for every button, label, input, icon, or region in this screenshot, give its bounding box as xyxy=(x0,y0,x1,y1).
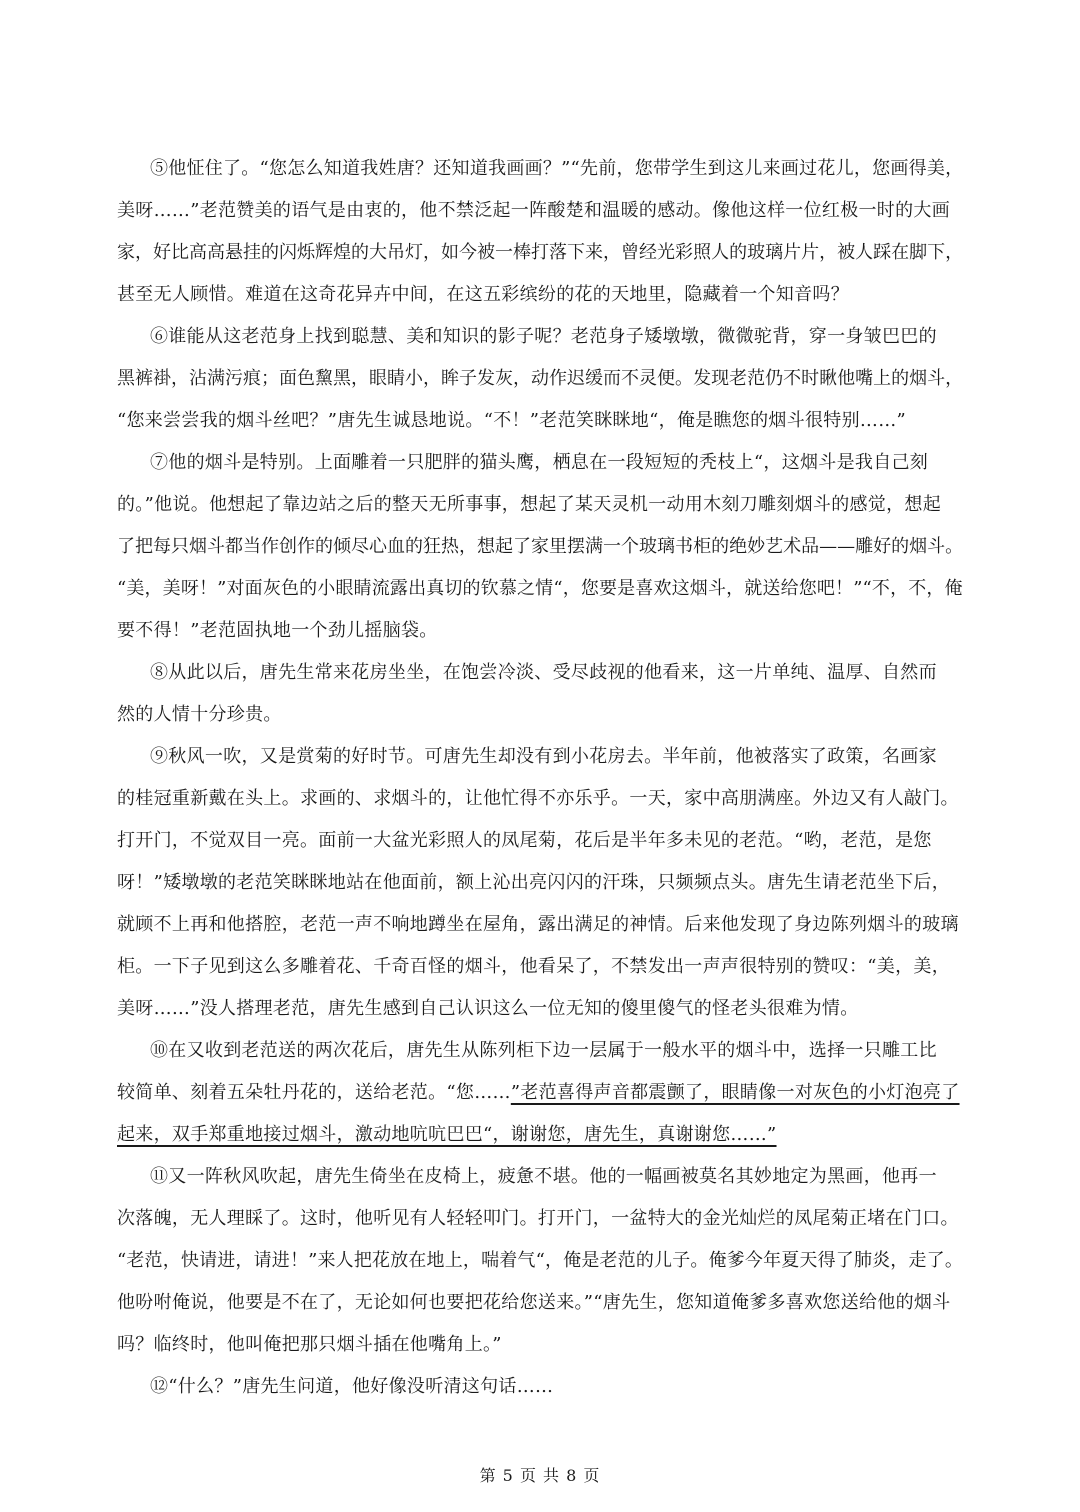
text-line: 然的人情十分珍贵。 xyxy=(117,704,282,725)
text-line: 的桂冠重新戴在头上。求画的、求烟斗的，让他忙得不亦乐乎。一天，家中高朋满座。外边又有人敲门。 xyxy=(117,788,959,809)
text-line: ⑪又一阵秋风吹起，唐先生倚坐在皮椅上，疲惫不堪。他的一幅画被莫名其妙地定为黑画，他再一 xyxy=(150,1166,937,1187)
text-line: 家，好比高高悬挂的闪烁辉煌的大吊灯，如今被一棒打落下来，曾经光彩照人的玻璃片片，被人踩在脚下， xyxy=(117,242,964,263)
text-line: 美呀……”没人搭理老范，唐先生感到自己认识这么一位无知的傻里傻气的怪老头很难为情。 xyxy=(117,998,859,1019)
text-line: 美呀……”老范赞美的语气是由衷的，他不禁泛起一阵酸楚和温暖的感动。像他这样一位红极一时的大画 xyxy=(117,200,950,221)
underlined-sentence: ”老范喜得声音都震颤了，眼睛像一对灰色的小灯泡亮了 xyxy=(510,1082,960,1103)
text-line: “老范，快请进，请进！”来人把花放在地上，喘着气“，俺是老范的儿子。俺爹今年夏天得了肺炎，走了。 xyxy=(117,1250,964,1271)
text-line: 次落魄，无人理睬了。这时，他听见有人轻轻叩门。打开门，一盆特大的金光灿烂的凤尾菊正堵在门口。 xyxy=(117,1208,959,1229)
text-line: 黑裤褂，沾满污痕；面色黧黑，眼睛小，眸子发灰，动作迟缓而不灵便。发现老范仍不时瞅他嘴上的烟斗， xyxy=(117,368,964,389)
text-segment: 较简单、刻着五朵牡丹花的，送给老范。“您…… xyxy=(117,1082,511,1103)
text-line: ⑥谁能从这老范身上找到聪慧、美和知识的影子呢？老范身子矮墩墩，微微驼背，穿一身皱巴巴的 xyxy=(150,326,937,347)
text-line: 打开门，不觉双目一亮。面前一大盆光彩照人的凤尾菊，花后是半年多未见的老范。“哟，老范，是您 xyxy=(117,830,932,851)
text-line: 柜。一下子见到这么多雕着花、千奇百怪的烟斗，他看呆了，不禁发出一声声很特别的赞叹：“美，美， xyxy=(117,956,950,977)
page-number-footer: 第 5 页 共 8 页 xyxy=(479,1466,601,1485)
underlined-sentence: 起来，双手郑重地接过烟斗，激动地吭吭巴巴“，谢谢您，唐先生，真谢谢您……” xyxy=(117,1124,777,1145)
text-line: ⑦他的烟斗是特别。上面雕着一只肥胖的猫头鹰，栖息在一段短短的秃枝上“，这烟斗是我自己刻 xyxy=(150,452,929,473)
text-line: 他吩咐俺说，他要是不在了，无论如何也要把花给您送来。”“唐先生，您知道俺爹多喜欢您送给他的烟斗 xyxy=(117,1292,951,1313)
text-line: ⑤他怔住了。“您怎么知道我姓唐？还知道我画画？”“先前，您带学生到这儿来画过花儿，您画得美， xyxy=(150,158,964,179)
text-line: “您来尝尝我的烟斗丝吧？”唐先生诚恳地说。“不！”老范笑眯眯地“，俺是瞧您的烟斗很特别……” xyxy=(117,410,907,431)
text-line: 甚至无人顾惜。难道在这奇花异卉中间，在这五彩缤纷的花的天地里，隐藏着一个知音吗？ xyxy=(117,284,849,305)
text-line: ⑫“什么？”唐先生问道，他好像没听清这句话…… xyxy=(150,1376,554,1397)
text-line: ⑨秋风一吹，又是赏菊的好时节。可唐先生却没有到小花房去。半年前，他被落实了政策，名画家 xyxy=(150,746,937,767)
text-line: 的。”他说。他想起了靠边站之后的整天无所事事，想起了某天灵机一动用木刻刀雕刻烟斗的感觉，想起 xyxy=(117,494,941,515)
text-line: 吗？临终时，他叫俺把那只烟斗插在他嘴角上。” xyxy=(117,1334,502,1355)
text-line: ⑩在又收到老范送的两次花后，唐先生从陈列柜下边一层属于一般水平的烟斗中，选择一只雕工比 xyxy=(150,1040,937,1061)
text-line: 了把每只烟斗都当作创作的倾尽心血的狂热，想起了家里摆满一个玻璃书柜的绝妙艺术品——雕好的烟斗。 xyxy=(117,536,964,557)
text-line: “美，美呀！”对面灰色的小眼睛流露出真切的钦慕之情“，您要是喜欢这烟斗，就送给您吧！”“不，不，俺 xyxy=(117,578,963,599)
text-line: 要不得！”老范固执地一个劲儿摇脑袋。 xyxy=(117,620,438,641)
text-line: 就顾不上再和他搭腔，老范一声不响地蹲坐在屋角，露出满足的神情。后来他发现了身边陈列烟斗的玻璃 xyxy=(117,914,959,935)
text-line: 呀！”矮墩墩的老范笑眯眯地站在他面前，额上沁出亮闪闪的汗珠，只频频点头。唐先生请老范坐下后， xyxy=(117,872,950,893)
text-line: ⑧从此以后，唐先生常来花房坐坐，在饱尝冷淡、受尽歧视的他看来，这一片单纯、温厚、自然而 xyxy=(150,662,937,683)
text-line xyxy=(117,1081,960,1105)
